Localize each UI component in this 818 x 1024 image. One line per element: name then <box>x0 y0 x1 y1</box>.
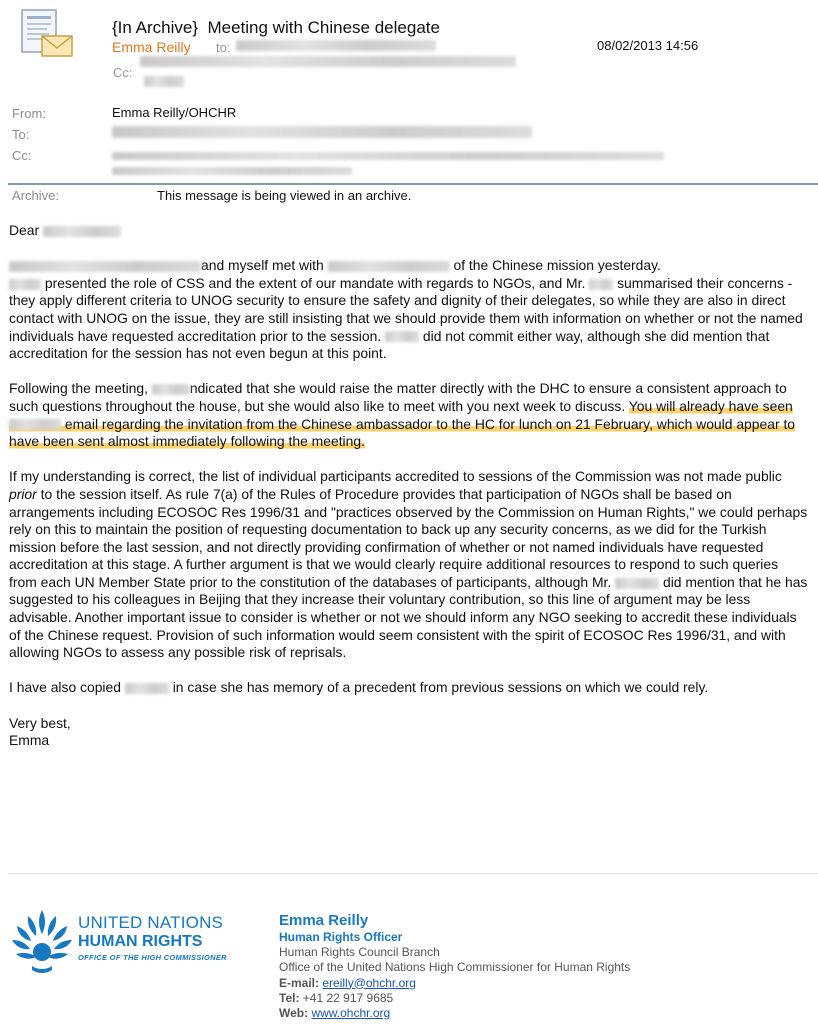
logo-text-human-rights: HUMAN RIGHTS <box>78 933 203 950</box>
body-paragraph: and myself met with of the Chinese mission yesterday. presented the role of CSS and the extent of our mandate with regards to NGOs, and Mr. summarised their concerns - they apply different criteria to UNOG security to ensure the safety and dignity of their delegates, so while they are also in direct contact with UNOG on the issue, they are still insisting that we should provide them with information on whether or not the named individuals have requested accreditation prior to the session. did not commit either way, although she did mention that accreditation for the session has not even begun at this point. <box>9 257 803 362</box>
redacted-name <box>9 279 41 290</box>
redacted-to-list <box>112 126 532 138</box>
signature-branch: Human Rights Council Branch <box>279 945 440 960</box>
redacted-name <box>43 226 121 237</box>
signature-email-row: E-mail: ereilly@ohchr.org <box>279 975 416 990</box>
subject-text: Meeting with Chinese delegate <box>207 18 440 37</box>
signature-office: Office of the United Nations High Commissioner for Human Rights <box>279 960 631 975</box>
sender-name[interactable]: Emma Reilly <box>112 39 191 55</box>
body-paragraph: Following the meeting, ndicated that she would raise the matter directly with the DHC to ensure a consistent approach to such questions throughout the house, but she would also like to meet with you next week to discuss. You will already have seen email regarding the invitation from the Chinese ambassador to the HC for lunch on 21 February, which would appear to have been sent almost immediately following the meeting. <box>9 380 796 450</box>
subject-prefix: {In Archive} <box>112 18 199 37</box>
from-value[interactable]: Emma Reilly/OHCHR <box>112 105 237 120</box>
signature-tel-row: Tel: +41 22 917 9685 <box>279 990 394 1005</box>
from-label: From: <box>12 106 46 121</box>
highlighted-text: You will already have seen email regarding the invitation from the Chinese ambassador to the HC for lunch on 21 February, which would appear to have been sent almost immediately following the meeting. <box>9 397 796 450</box>
archive-label: Archive: <box>12 188 59 203</box>
redacted-cc <box>140 56 516 67</box>
redacted-cc <box>144 76 184 87</box>
signature-web-row: Web: www.ohchr.org <box>279 1006 391 1021</box>
redacted-cc-list <box>112 152 664 160</box>
email-subject <box>112 18 440 38</box>
email-signature <box>279 911 630 1021</box>
email-body <box>9 222 809 750</box>
redacted-name <box>615 578 659 589</box>
cc-label: Cc: <box>113 65 133 80</box>
website-link[interactable]: www.ohchr.org <box>311 1006 391 1021</box>
cc-label: Cc: <box>12 148 32 163</box>
redacted-name <box>152 384 190 395</box>
redacted-recipients <box>236 40 436 51</box>
greeting: Dear <box>9 222 809 240</box>
closing: Very best, Emma <box>9 714 71 749</box>
to-label: to: <box>216 40 231 55</box>
redacted-cc-list <box>112 167 352 175</box>
un-human-rights-logo-icon <box>8 904 76 976</box>
archive-notice: This message is being viewed in an archive. <box>157 188 412 203</box>
redacted-name <box>9 261 201 272</box>
logo-text-united-nations: UNITED NATIONS <box>78 913 224 932</box>
signature-title: Human Rights Officer <box>279 930 403 944</box>
email-link[interactable]: ereilly@ohchr.org <box>322 975 416 990</box>
signature-divider <box>8 873 818 874</box>
header-divider <box>8 183 818 185</box>
redacted-name <box>328 261 450 272</box>
logo-text-ohchr: OFFICE OF THE HIGH COMMISSIONER <box>78 953 227 962</box>
signature-name: Emma Reilly <box>279 912 369 929</box>
mail-message-icon <box>12 6 76 62</box>
redacted-name <box>385 331 419 342</box>
redacted-name <box>125 683 169 694</box>
body-paragraph: If my understanding is correct, the list of individual participants accredited to sessions of the Commission was not made public prior to the session itself. As rule 7(a) of the Rules of Procedure provides that participation of NGOs shall be based on arrangements including ECOSOC Res 1996/31 and "practices observed by the Commission on Human Rights," we could perhaps rely on this to maintain the position of requesting documentation to back up any security concerns, as we did for the Turkish mission before the last session, and not directly providing confirmation of whether or not named individuals have requested accreditation at this stage. A further argument is that we would clearly require additional resources to respond to such queries from each UN Member State prior to the constitution of the databases of participants, although Mr. did mention that he has suggested to his colleagues in Beijing that they increase their voluntary contribution, so this line of argument may be less advisable. Another important issue to consider is whether or not we should inform any NGO seeking to accredit these individuals of the Chinese request. Provision of such information would seem consistent with the spirit of ECOSOC Res 1996/31, and with allowing NGOs to assess any possible risk of reprisals. <box>9 468 808 661</box>
to-label: To: <box>12 127 30 142</box>
body-paragraph: I have also copied in case she has memory of a precedent from previous sessions on which we could rely. <box>9 679 709 696</box>
sent-date: 08/02/2013 14:56 <box>597 38 699 53</box>
redacted-name <box>9 419 61 430</box>
redacted-name <box>589 279 613 290</box>
